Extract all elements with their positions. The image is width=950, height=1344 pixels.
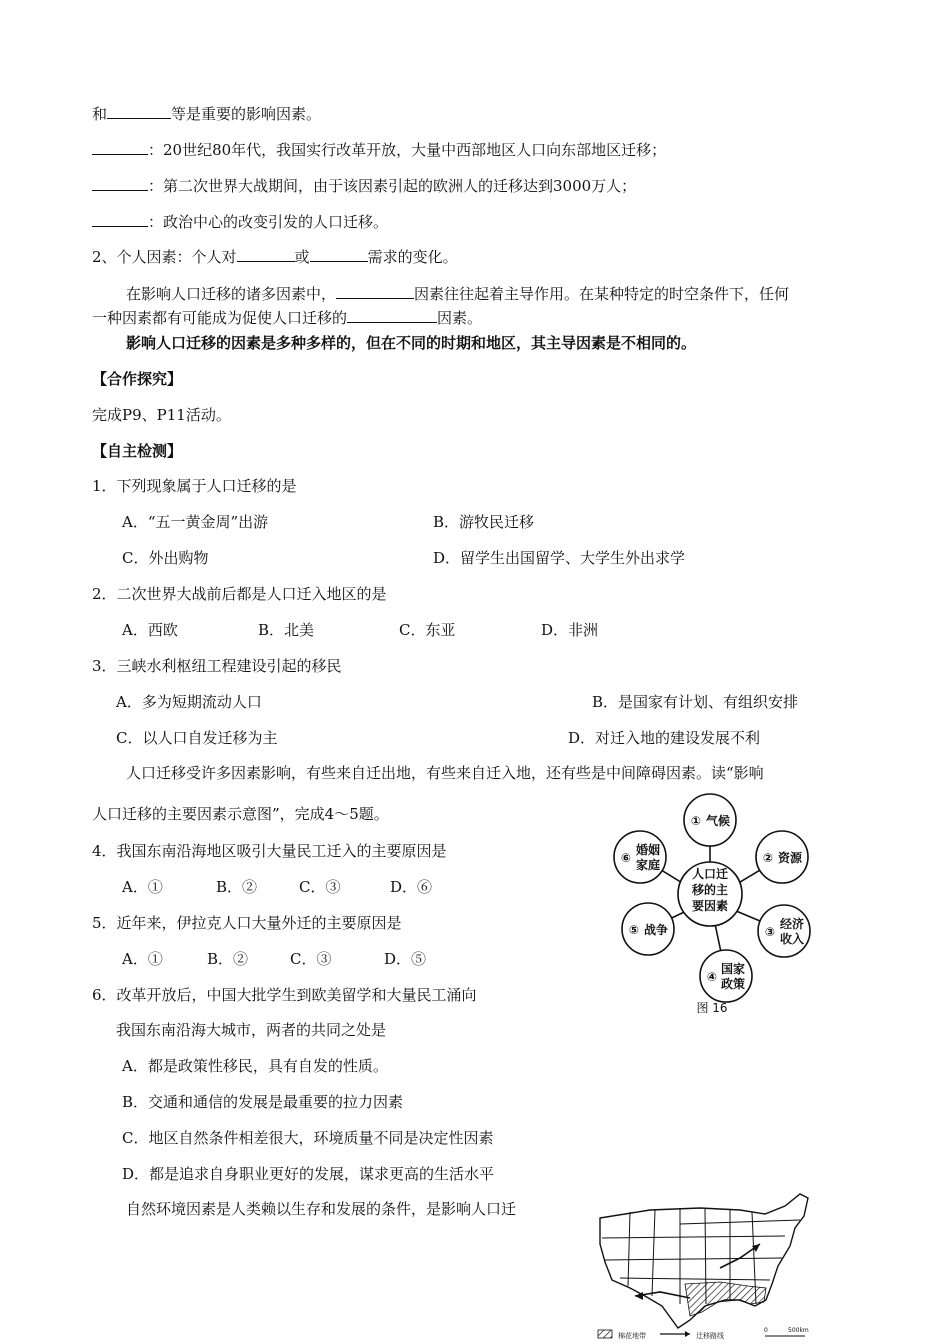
option-c[interactable]: C．以人口自发迁移为主 <box>116 729 278 747</box>
option-d[interactable]: D．都是追求自身职业更好的发展，谋求更高的生活水平 <box>122 1165 495 1183</box>
question-stem: 2．二次世界大战前后都是人口迁入地区的是 <box>92 585 387 603</box>
legend-label: 棉花地带 <box>618 1332 646 1340</box>
factor-num: ⑥ <box>620 851 632 865</box>
option-d[interactable]: D．⑤ <box>384 950 427 968</box>
text-line <box>92 246 458 267</box>
option-c[interactable]: C．外出购物 <box>122 549 209 567</box>
option-a[interactable]: A．① <box>122 950 163 968</box>
state-border <box>628 1212 630 1286</box>
state-border <box>652 1210 655 1296</box>
factor-label: 资源 <box>777 851 803 865</box>
text-fragment: 因素往往起着主导作用。在某种特定的时空条件下，任何 <box>414 285 790 303</box>
option-d[interactable]: D．非洲 <box>541 621 599 639</box>
option-b[interactable]: B．交通和通信的发展是最重要的拉力因素 <box>122 1093 404 1111</box>
key-conclusion: 影响人口迁移的因素是多种多样的，但在不同的时期和地区，其主导因素是不相同的。 <box>126 334 697 352</box>
question-stem: 1．下列现象属于人口迁移的是 <box>92 477 297 495</box>
option-b[interactable]: B．北美 <box>258 621 315 639</box>
section-heading: 【自主检测】 <box>92 442 183 460</box>
text-line <box>92 139 666 160</box>
fill-blank[interactable] <box>92 139 148 155</box>
option-a[interactable]: A．① <box>122 878 163 896</box>
scale-label: 0 <box>764 1327 768 1334</box>
question-stem: 3．三峡水利枢纽工程建设引起的移民 <box>92 657 342 675</box>
option-a[interactable]: A．“五一黄金周”出游 <box>122 513 269 531</box>
us-migration-map <box>590 1188 825 1344</box>
option-c[interactable]: C．③ <box>290 950 332 968</box>
text-line <box>126 283 789 304</box>
fill-blank[interactable] <box>92 211 148 227</box>
text-fragment: 一种因素都有可能成为促使人口迁移的 <box>92 309 348 327</box>
factor-num: ① <box>690 814 702 828</box>
question-stem: 4．我国东南沿海地区吸引大量民工迁入的主要原因是 <box>92 842 447 860</box>
state-border <box>620 1278 770 1280</box>
question-stem-cont: 我国东南沿海大城市，两者的共同之处是 <box>116 1021 387 1039</box>
fill-blank[interactable] <box>92 175 148 191</box>
factor-num: ③ <box>764 925 776 939</box>
text-fragment: 等是重要的影响因素。 <box>171 105 322 123</box>
fill-blank[interactable] <box>336 283 414 299</box>
fill-blank[interactable] <box>347 307 437 323</box>
factor-label: 气候 <box>705 814 731 828</box>
option-a[interactable]: A．多为短期流动人口 <box>116 693 262 711</box>
factor-label: 家庭 <box>635 858 661 872</box>
center-label: 移的主 <box>691 883 729 897</box>
scale-label: 500km <box>788 1327 809 1334</box>
section-heading: 【合作探究】 <box>92 370 183 388</box>
state-border <box>680 1220 800 1224</box>
text-fragment: ：第二次世界大战期间，由于该因素引起的欧洲人的迁移达到3000万人； <box>148 177 637 195</box>
factor-label: 婚姻 <box>635 843 661 857</box>
option-b[interactable]: B．② <box>216 878 258 896</box>
option-c[interactable]: C．地区自然条件相差很大，环境质量不同是决定性因素 <box>122 1129 494 1147</box>
fill-blank[interactable] <box>310 246 368 262</box>
factor-label: 国家 <box>720 962 746 976</box>
migration-factors-diagram <box>600 790 820 1020</box>
option-c[interactable]: C．东亚 <box>399 621 456 639</box>
center-label: 要因素 <box>691 899 729 913</box>
factor-label: 战争 <box>643 923 669 937</box>
text-fragment: 和 <box>92 105 108 123</box>
legend-label: 迁移路线 <box>696 1332 724 1340</box>
option-d[interactable]: D．⑥ <box>390 878 433 896</box>
option-a[interactable]: A．都是政策性移民，具有自发的性质。 <box>122 1057 388 1075</box>
option-d[interactable]: D．留学生出国留学、大学生外出求学 <box>433 549 686 567</box>
text-fragment: 因素。 <box>437 309 483 327</box>
migration-arrow <box>635 1292 690 1298</box>
option-b[interactable]: B．是国家有计划、有组织安排 <box>592 693 799 711</box>
text-line <box>92 307 482 328</box>
option-c[interactable]: C．③ <box>299 878 341 896</box>
factor-label: 经济 <box>779 917 805 931</box>
text-fragment: 需求的变化。 <box>367 248 458 266</box>
center-label: 人口迁 <box>691 867 729 881</box>
fill-blank[interactable] <box>237 246 295 262</box>
question-stem: 5．近年来，伊拉克人口大量外迁的主要原因是 <box>92 914 402 932</box>
text-line: 人口迁移的主要因素示意图”，完成4～5题。 <box>92 805 389 823</box>
legend-swatch <box>598 1330 612 1338</box>
text-fragment: 2、个人因素：个人对 <box>92 248 237 266</box>
factor-num: ⑤ <box>628 923 640 937</box>
option-b[interactable]: B．游牧民迁移 <box>433 513 535 531</box>
text-line: 完成P9、P11活动。 <box>92 406 231 424</box>
question-stem: 6．改革开放后，中国大批学生到欧美留学和大量民工涌向 <box>92 986 477 1004</box>
state-border <box>605 1258 782 1260</box>
factor-label: 收入 <box>779 932 805 946</box>
text-fragment: ：政治中心的改变引发的人口迁移。 <box>148 213 389 231</box>
option-b[interactable]: B．② <box>207 950 249 968</box>
option-d[interactable]: D．对迁入地的建设发展不利 <box>568 729 761 747</box>
text-line <box>92 211 388 232</box>
text-fragment: 在影响人口迁移的诸多因素中， <box>126 285 337 303</box>
arrow-head <box>685 1331 690 1337</box>
factor-num: ② <box>762 851 774 865</box>
option-a[interactable]: A．西欧 <box>122 621 178 639</box>
text-line: 自然环境因素是人类赖以生存和发展的条件，是影响人口迁 <box>126 1200 517 1218</box>
text-line <box>92 103 321 124</box>
fill-blank[interactable] <box>107 103 171 119</box>
figure-caption: 图 16 <box>696 1001 728 1015</box>
cotton-belt-region <box>685 1282 766 1316</box>
text-line <box>92 175 636 196</box>
factor-label: 政策 <box>720 977 746 991</box>
text-fragment: 或 <box>294 248 310 266</box>
text-fragment: ：20世纪80年代，我国实行改革开放，大量中西部地区人口向东部地区迁移； <box>148 141 667 159</box>
text-line: 人口迁移受许多因素影响，有些来自迁出地，有些来自迁入地，还有些是中间障碍因素。读“影响 <box>126 764 764 782</box>
factor-num: ④ <box>706 970 718 984</box>
